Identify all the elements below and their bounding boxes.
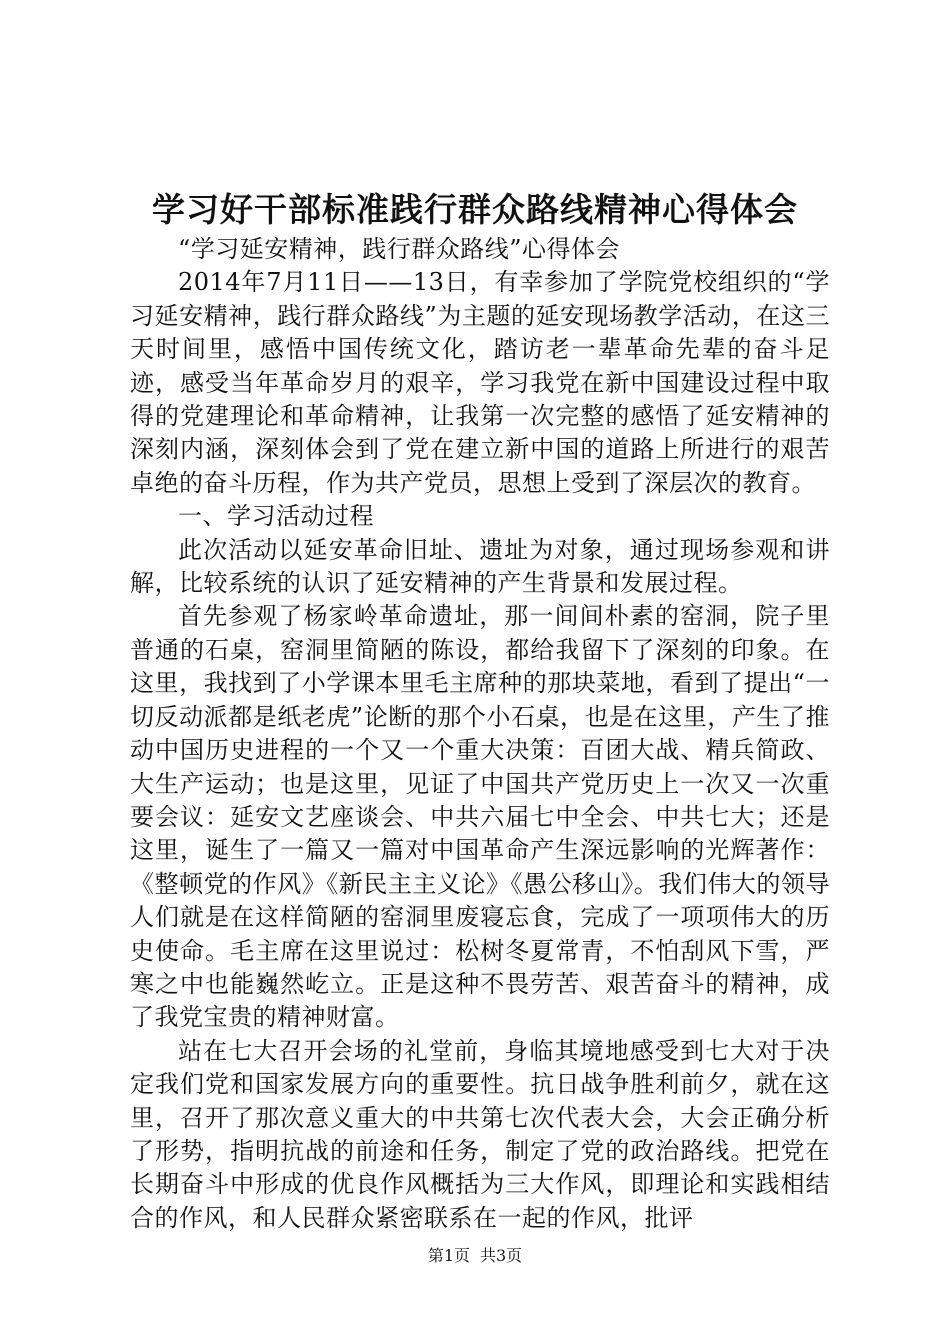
subtitle-paragraph: “学习延安精神，践行群众路线”心得体会 — [178, 235, 621, 263]
page-number: 第1页 — [427, 1246, 470, 1265]
body-paragraph: 2014年7月11日——13日，有幸参加了学院党校组织的“学习延安精神，践行群众路线”为主题的延安现场教学活动，在这三天时间里，感悟中国传统文化，踏访老一辈革命先辈的奋斗足迹，感受当年革命岁月的艰辛，学习我党在新中国建设过程中取得的党建理论和革命精神，让我第一次完整的感悟了延安精神的深刻内涵，深刻体会到了党在建立新中国的道路上所进行的艰苦卓绝的奋斗历程，作为共产党员，思想上受到了深层次的教育。 — [130, 268, 830, 497]
body-paragraph: 站在七大召开会场的礼堂前，身临其境地感受到七大对于决定我们党和国家发展方向的重要性。抗日战争胜利前夕，就在这里，召开了那次意义重大的中共第七次代表大会，大会正确分析了形势，指明抗战的前途和任务，制定了党的政治路线。把党在长期奋斗中形成的优良作风概括为三大作风，即理论和实践相结合的作风，和人民群众紧密联系在一起的作风，批评 — [130, 1036, 830, 1232]
document-title: 学习好干部标准践行群众路线精神心得体会 — [152, 190, 798, 229]
section-heading: 一、学习活动过程 — [178, 502, 374, 531]
page-total: 共3页 — [480, 1246, 523, 1265]
document-body — [130, 233, 830, 1235]
body-paragraph: 此次活动以延安革命旧址、遗址为对象，通过现场参观和讲解，比较系统的认识了延安精神的产生背景和发展过程。 — [130, 535, 830, 598]
page-footer — [0, 1244, 950, 1268]
body-paragraph: 首先参观了杨家岭革命遗址，那一间间朴素的窑洞，院子里普通的石桌，窑洞里简陋的陈设，都给我留下了深刻的印象。在这里，我找到了小学课本里毛主席种的那块菜地，看到了提出“一切反动派都是纸老虎”论断的那个小石桌，也是在这里，产生了推动中国历史进程的一个又一个重大决策：百团大战、精兵简政、大生产运动；也是这里，见证了中国共产党历史上一次又一次重要会议：延安文艺座谈会、中共六届七中全会、中共七大；还是这里，诞生了一篇又一篇对中国革命产生深远影响的光辉著作：《整顿党的作风》《新民主主义论》《愚公移山》。我们伟大的领导人们就是在这样简陋的窑洞里废寝忘食，完成了一项项伟大的历史使命。毛主席在这里说过：松树冬夏常青，不怕刮风下雪，严寒之中也能巍然屹立。正是这种不畏劳苦、艰苦奋斗的精神，成了我党宝贵的精神财富。 — [130, 602, 830, 1032]
